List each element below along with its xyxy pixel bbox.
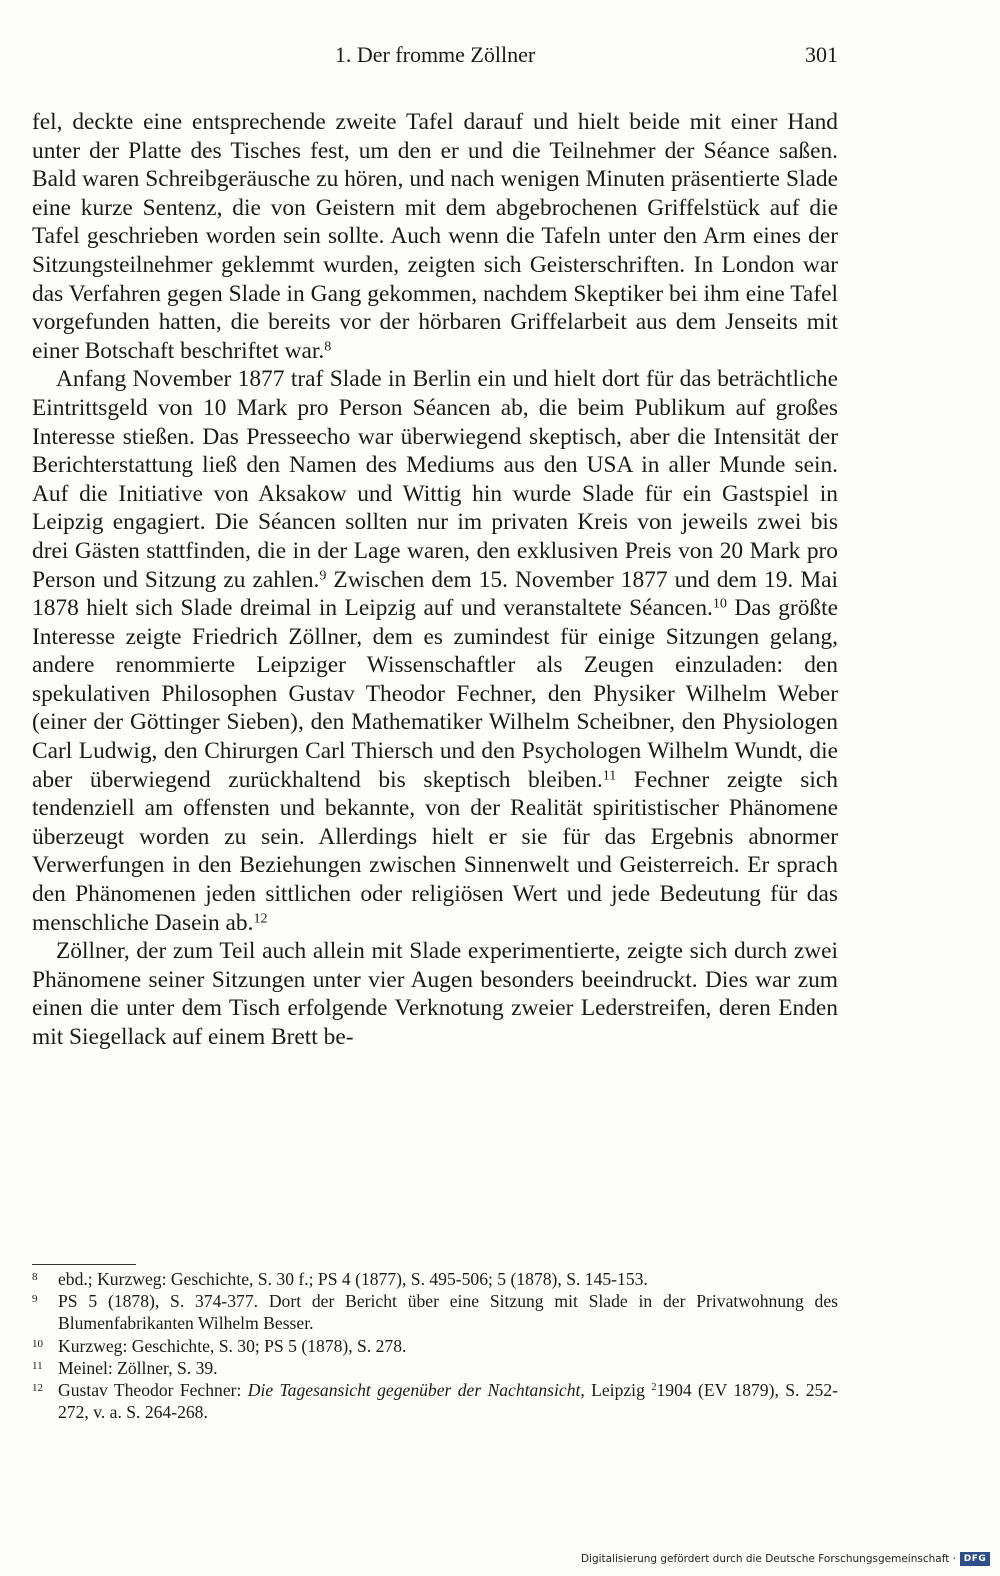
footnote-ref-9: 9 (319, 566, 327, 583)
footnote-9 (32, 1290, 838, 1334)
footnote-ref-8: 8 (324, 338, 332, 355)
dfg-logo-icon: DFG (960, 1552, 990, 1566)
footnote-text: Kurzweg: Geschichte, S. 30; PS 5 (1878), S. 278. (58, 1335, 407, 1356)
paragraph-text: Zöllner, der zum Teil auch allein mit Slade experimentierte, zeigte sich durch zwei Phänomene seiner Sitzungen unter vier Augen besonders beeindruckt. Dies war zum einen die unter dem Tisch erfolgende Verknotung zweier Lederstreifen, deren Enden mit Siegellack auf einem Brett be- (32, 938, 838, 1050)
footnote-8 (32, 1268, 838, 1290)
footnotes (32, 1268, 838, 1423)
footnote-text: Meinel: Zöllner, S. 39. (58, 1357, 218, 1378)
running-head (32, 40, 838, 70)
footnote-text-prefix: Gustav Theodor Fechner: (58, 1380, 248, 1401)
footnote-text: ebd.; Kurzweg: Geschichte, S. 30 f.; PS 4 (1877), S. 495-506; 5 (1878), S. 145-153. (58, 1269, 648, 1289)
footnote-11 (32, 1357, 838, 1379)
footnote-divider (32, 1264, 136, 1265)
footnote-ref-12: 12 (253, 909, 268, 926)
paragraph-text: Anfang November 1877 traf Slade in Berlin ein und hielt dort für das beträchtliche Eintrittsgeld von 10 Mark pro Person Séancen ab, die beim Publikum auf großes Interesse stießen. Das Presseecho war überwiegend skeptisch, aber die Intensität der Berichterstattung ließ den Namen des Mediums aus den USA in aller Munde sein. Auf die Initiative von Aksakow und Wittig hin wurde Slade für ein Gastspiel in Leipzig engagiert. Die Séancen sollten nur im privaten Kreis von jeweils zwei bis drei Gästen stattfinden, die in der Lage waren, den exklusiven Preis von 20 Mark pro Person und Sitzung zu zahlen. (32, 366, 838, 593)
page-number: 301 (805, 42, 838, 67)
paragraph-text: Zwischen dem 15. November 1877 und dem 19. Mai 1878 hielt sich Slade dreimal in Leipzig auf und veranstaltete Séancen. (32, 566, 838, 622)
body-text (32, 108, 838, 1052)
paragraph-1 (32, 108, 838, 365)
footnote-ref-11: 11 (602, 766, 617, 783)
footnote-text: PS 5 (1878), S. 374-377. Dort der Bericht über eine Sitzung mit Slade in der Privatwohnung des Blumenfabrikanten Wilhelm Besser. (58, 1291, 838, 1334)
footnote-number: 12 (32, 1382, 43, 1395)
footnote-number: 10 (32, 1337, 43, 1350)
footnote-text (58, 1379, 838, 1423)
funding-text: Digitalisierung gefördert durch die Deutsche Forschungsgemeinschaft · (580, 1553, 956, 1565)
paragraph-text: Fechner zeigte sich tendenziell am offensten und bekannte, von der Realität spiritistischer Phänomene überzeugt worden zu sein. Allerdings hielt er sie für das Ergebnis abnormer Verwerfungen in den Beziehungen zwischen Sinnenwelt und Geisterreich. Er sprach den Phänomenen jeden sittlichen oder religiösen Wert und jede Bedeutung für das menschliche Dasein ab. (32, 766, 838, 936)
footnote-number: 11 (32, 1359, 43, 1372)
footnote-text-mid: , Leipzig (580, 1380, 652, 1401)
paragraph-3 (32, 937, 838, 1051)
footnote-12 (32, 1379, 838, 1423)
footnote-number: 9 (32, 1293, 38, 1306)
footnote-10 (32, 1335, 838, 1357)
edition-number: 2 (651, 1382, 657, 1394)
paragraph-2 (32, 365, 838, 937)
chapter-title: 1. Der fromme Zöllner (334, 42, 536, 67)
cited-book-title: Die Tagesansicht gegenüber der Nachtansicht (247, 1380, 581, 1401)
footnote-number: 8 (32, 1271, 38, 1283)
footnote-text-suffix: 1904 (EV 1879), S. 252-272, v. a. S. 264-268. (58, 1380, 838, 1423)
paragraph-text: fel, deckte eine entsprechende zweite Tafel darauf und hielt beide mit einer Hand unter der Platte des Tisches fest, um den er und die Teilnehmer der Séance saßen. Bald waren Schreibgeräusche zu hören, und nach wenigen Minuten präsentierte Slade eine kurze Sentenz, die von Geistern mit dem abgebrochenen Griffelstück auf die Tafel geschrieben worden sein sollte. Auch wenn die Tafeln unter den Arm eines der Sitzungsteilnehmer geklemmt wurden, zeigten sich Geisterschriften. In London war das Verfahren gegen Slade in Gang gekommen, nachdem Skeptiker bei ihm eine Tafel vorgefunden hatten, die bereits vor der hörbaren Griffelarbeit aus dem Jenseits mit einer Botschaft beschriftet war. (32, 109, 838, 364)
paragraph-text: Das größte Interesse zeigte Friedrich Zöllner, dem es zumindest für einige Sitzungen gelang, andere renommierte Leipziger Wissenschaftler als Zeugen einzuladen: den spekulativen Philosophen Gustav Theodor Fechner, den Physiker Wilhelm Weber (einer der Göttinger Sieben), den Mathematiker Wilhelm Scheibner, den Physiologen Carl Ludwig, den Chirurgen Carl Thiersch und den Psychologen Wilhelm Wundt, die aber überwiegend zurückhaltend bis skeptisch bleiben. (32, 595, 838, 793)
funding-banner (581, 1550, 990, 1568)
footnote-ref-10: 10 (712, 595, 727, 612)
